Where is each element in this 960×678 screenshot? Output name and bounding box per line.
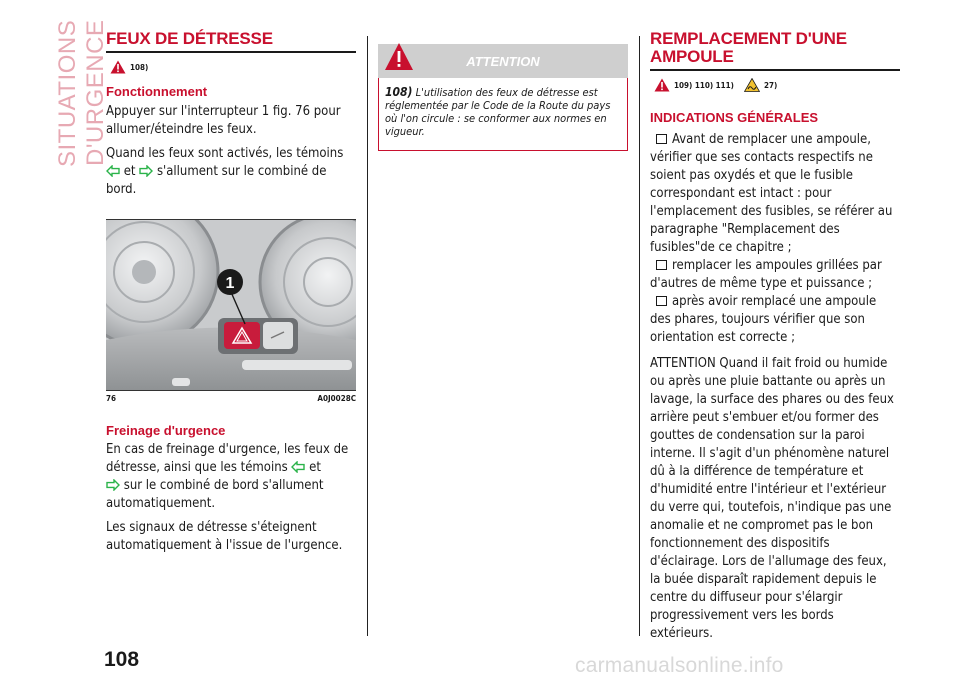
- subheading-indications-generales: INDICATIONS GÉNÉRALES: [650, 110, 819, 125]
- list-item: [650, 131, 900, 257]
- warning-ref-numbers: 109) 110) 111): [674, 80, 734, 90]
- paragraph-freinage: [106, 441, 356, 513]
- turn-signal-right-icon: [139, 165, 153, 177]
- checkbox-icon: [656, 296, 667, 306]
- text-temoins-c: s'allument sur le combiné de bord.: [106, 164, 327, 197]
- attention-note-number: 108): [385, 85, 413, 99]
- attention-label: ATTENTION: [466, 53, 540, 69]
- paragraph-extinction: Les signaux de détresse s'éteignent automatiquement à l'issue de l'urgence.: [106, 520, 343, 553]
- checkbox-icon: [656, 134, 667, 144]
- warning-refs: [654, 77, 900, 93]
- page-number: 108: [104, 648, 140, 671]
- attention-header: [378, 44, 628, 78]
- warning-triangle-icon: [384, 42, 414, 72]
- figure-callout-1: 1: [225, 275, 235, 292]
- subheading-fonctionnement: Fonctionnement: [106, 84, 208, 99]
- text-temoins-b: et: [123, 164, 136, 179]
- text-freinage-b: et: [309, 460, 321, 475]
- text-freinage-c: sur le combiné de bord s'allument automatiquement.: [106, 478, 324, 511]
- bullet-list: [650, 131, 900, 347]
- paragraph-interrupteur: Appuyer sur l'interrupteur 1 fig. 76 pour allumer/éteindre les feux.: [106, 104, 341, 137]
- caution-ref-number: 27): [763, 80, 778, 90]
- column-attention-note: [378, 44, 628, 151]
- column-divider-right: [639, 36, 640, 636]
- section-title-feux-detresse: FEUX DE DÉTRESSE: [106, 30, 356, 53]
- subheading-freinage-urgence: Freinage d'urgence: [106, 423, 226, 438]
- section-title-remplacement-ampoule: REMPLACEMENT D'UNE AMPOULE: [650, 30, 900, 71]
- list-item: [650, 257, 900, 293]
- warning-ref-number: 108): [130, 62, 149, 72]
- list-item-text: remplacer les ampoules grillées par d'autres de même type et puissance ;: [650, 258, 882, 291]
- figure-code: A0J0028C: [317, 394, 356, 403]
- dashboard-illustration: [106, 220, 356, 390]
- turn-signal-right-icon: [106, 479, 120, 491]
- checkbox-icon: [656, 260, 667, 270]
- text-temoins-a: Quand les feux sont activés, les témoins: [106, 146, 344, 161]
- figure-number: 76: [106, 394, 117, 403]
- warning-refs: [110, 59, 356, 75]
- text-freinage-a: En cas de freinage d'urgence, les feux de détresse, ainsi que les témoins: [106, 442, 349, 475]
- column-feux-detresse: [106, 30, 356, 555]
- column-remplacement-ampoule: [650, 30, 900, 643]
- attention-note-text: L'utilisation des feux de détresse est réglementée par le Code de la Route du pays où l'on circule : se conformer aux normes en vigueur.: [385, 86, 611, 138]
- section-side-title: SITUATIONS D'URGENCE: [54, 20, 109, 168]
- warning-triangle-icon: [110, 60, 126, 74]
- paragraph-temoins: [106, 145, 356, 199]
- turn-signal-left-icon: [106, 165, 120, 177]
- watermark: carmanualsonline.info: [575, 654, 784, 677]
- paragraph-attention-buee: ATTENTION Quand il fait froid ou humide ou après une pluie battante ou après un lavage, la surface des phares ou des feux arrière peut s'embuer et/ou former des gouttes de condensation sur la paroi interne. Il s'agit d'un phénomène naturel dû à la différence de température et d'humidité entre l'intérieur et l'extérieur du verre qui, toutefois, n'indique pas une anomalie et ne compromet pas le bon fonctionnement des dispositifs d'éclairage. Lors de l'allumage des feux, la buée disparaît rapidement depuis le centre du diffuseur pour s'élargir progressivement vers les bords extérieurs.: [650, 356, 894, 641]
- turn-signal-left-icon: [291, 461, 305, 473]
- list-item-text: Avant de remplacer une ampoule, vérifier que ses contacts respectifs ne soient pas oxydés et que le fusible correspondant est intact : pour l'emplacement des fusibles, se référer au paragraphe "Remplacement des fusibles"de ce chapitre ;: [650, 132, 893, 255]
- caution-triangle-icon: [744, 78, 760, 92]
- attention-body: [378, 78, 628, 151]
- figure-caption: [106, 394, 356, 403]
- column-divider-left: [367, 36, 368, 636]
- list-item: [650, 293, 900, 347]
- warning-triangle-icon: [654, 78, 670, 92]
- list-item-text: après avoir remplacé une ampoule des phares, toujours vérifier que son orientation est correcte ;: [650, 294, 877, 345]
- figure-hazard-switch: [106, 219, 356, 391]
